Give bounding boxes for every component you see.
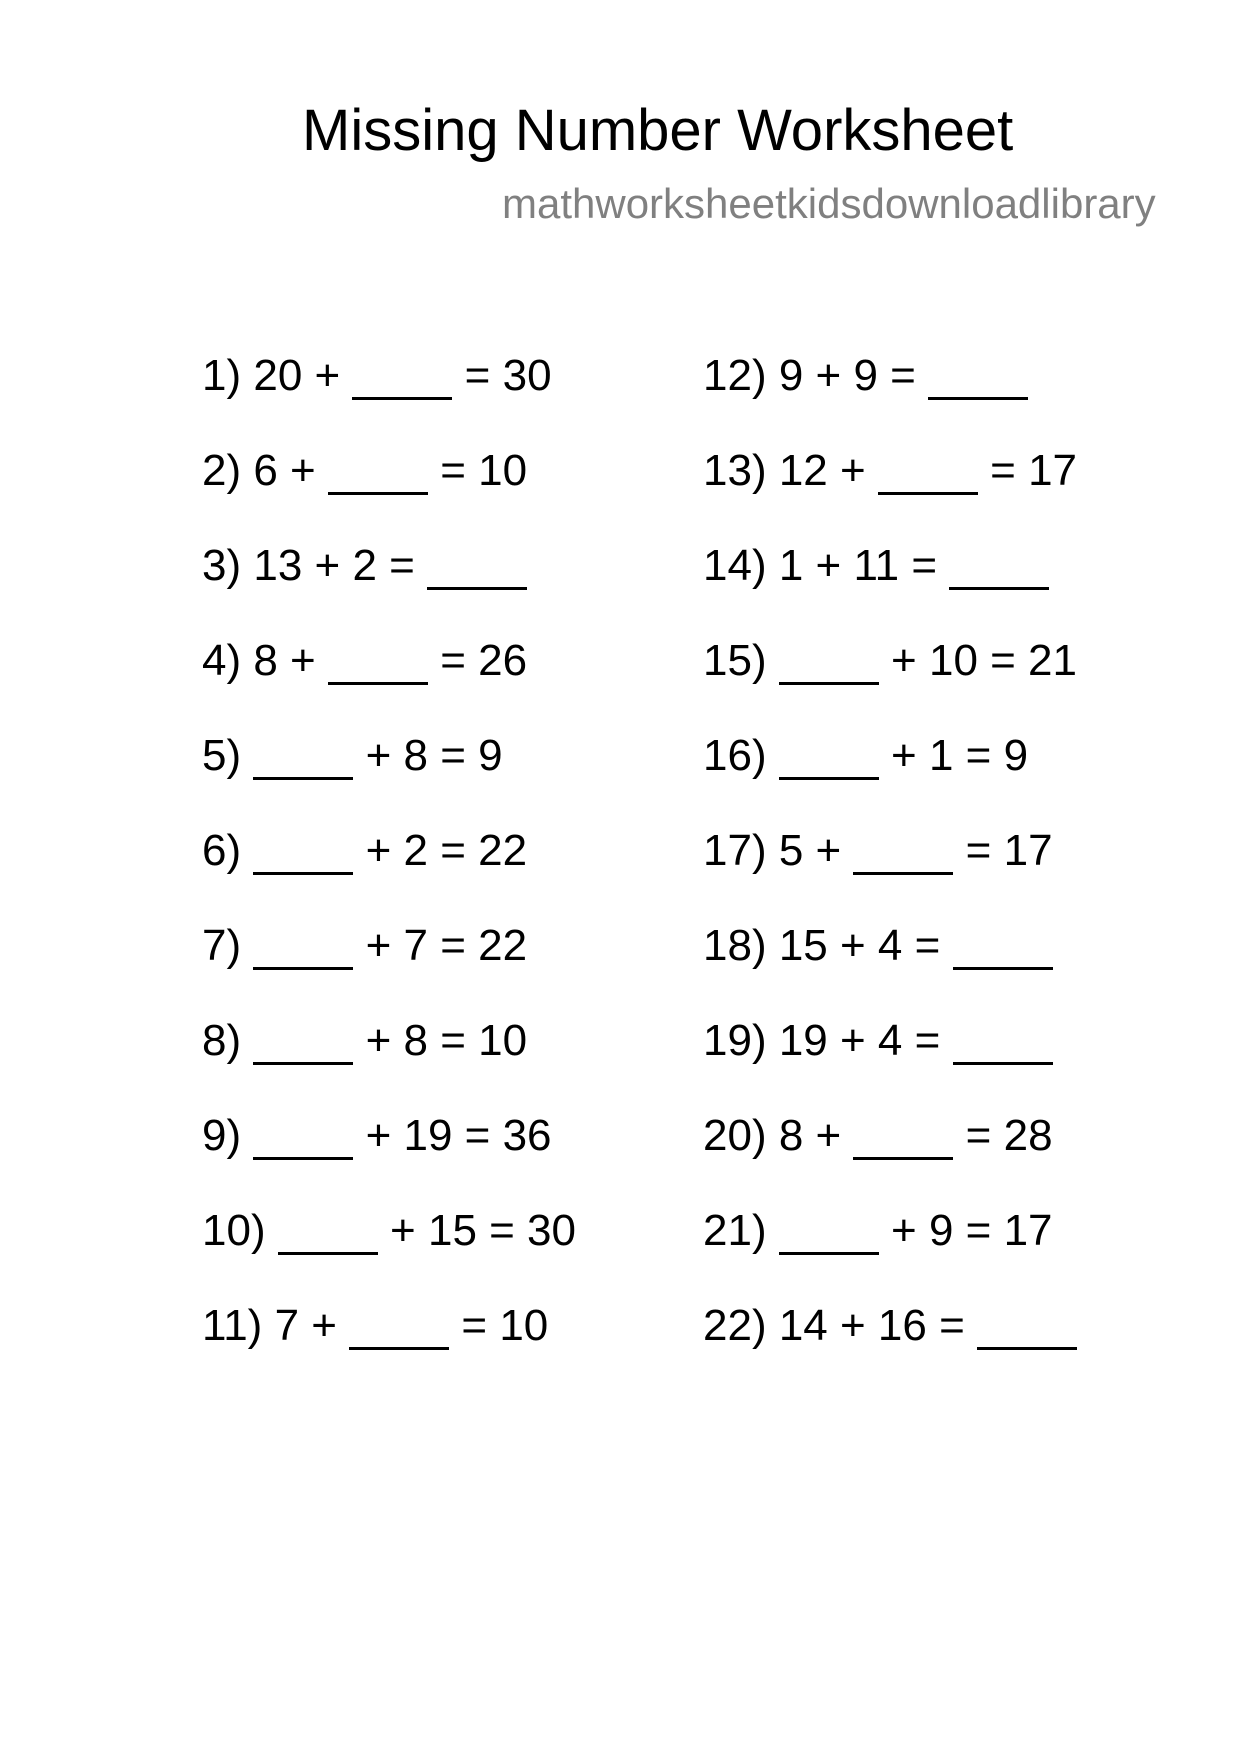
problem-number: 3): [202, 541, 242, 590]
problem-left-text: 1 + 11 =: [778, 541, 950, 590]
answer-blank[interactable]: [953, 927, 1053, 970]
problem-number: 13): [703, 446, 767, 495]
problem-9: [202, 1110, 576, 1205]
problem-number: 9): [202, 1111, 242, 1160]
problem-number: 4): [202, 636, 242, 685]
problem-20: [703, 1110, 1077, 1205]
site-watermark: mathworksheetkidsdownloadlibrary: [502, 180, 1156, 227]
problem-column-right: [703, 350, 1077, 1395]
problem-number: 5): [202, 731, 242, 780]
problem-left-text: 5 +: [778, 826, 854, 875]
answer-blank[interactable]: [328, 642, 428, 685]
problem-2: [202, 445, 576, 540]
problem-7: [202, 920, 576, 1015]
answer-blank[interactable]: [328, 452, 428, 495]
problem-number: 17): [703, 826, 767, 875]
problem-12: [703, 350, 1077, 445]
answer-blank[interactable]: [253, 832, 353, 875]
problem-21: [703, 1205, 1077, 1300]
answer-blank[interactable]: [779, 737, 879, 780]
problem-column-left: [202, 350, 576, 1395]
problem-number: 22): [703, 1301, 767, 1350]
problem-left-text: 12 +: [778, 446, 878, 495]
problem-right-text: = 10: [427, 446, 528, 495]
answer-blank[interactable]: [349, 1307, 449, 1350]
problem-number: 12): [703, 351, 767, 400]
problem-number: 20): [703, 1111, 767, 1160]
problem-6: [202, 825, 576, 920]
problem-right-text: + 15 = 30: [377, 1206, 576, 1255]
problem-left-text: 13 + 2 =: [253, 541, 428, 590]
answer-blank[interactable]: [352, 357, 452, 400]
problem-left-text: 9 + 9 =: [778, 351, 929, 400]
answer-blank[interactable]: [928, 357, 1028, 400]
problem-left-text: 14 + 16 =: [778, 1301, 977, 1350]
answer-blank[interactable]: [977, 1307, 1077, 1350]
problem-number: 6): [202, 826, 242, 875]
problem-number: 19): [703, 1016, 767, 1065]
answer-blank[interactable]: [949, 547, 1049, 590]
problem-11: [202, 1300, 576, 1395]
problem-16: [703, 730, 1077, 825]
problem-left-text: 8 +: [778, 1111, 854, 1160]
problem-14: [703, 540, 1077, 635]
answer-blank[interactable]: [779, 1212, 879, 1255]
problem-number: 21): [703, 1206, 767, 1255]
problem-right-text: = 26: [427, 636, 528, 685]
problem-8: [202, 1015, 576, 1110]
problem-number: 18): [703, 921, 767, 970]
problem-right-text: + 1 = 9: [878, 731, 1029, 780]
problem-left-text: 20 +: [253, 351, 353, 400]
problem-10: [202, 1205, 576, 1300]
problem-right-text: + 7 = 22: [353, 921, 528, 970]
problem-left-text: 7 +: [274, 1301, 350, 1350]
answer-blank[interactable]: [853, 832, 953, 875]
problem-15: [703, 635, 1077, 730]
answer-blank[interactable]: [953, 1022, 1053, 1065]
problem-number: 10): [202, 1206, 266, 1255]
answer-blank[interactable]: [278, 1212, 378, 1255]
problem-18: [703, 920, 1077, 1015]
problem-3: [202, 540, 576, 635]
answer-blank[interactable]: [253, 927, 353, 970]
problem-right-text: = 10: [449, 1301, 549, 1350]
problem-left-text: 15 + 4 =: [778, 921, 953, 970]
problem-right-text: + 19 = 36: [353, 1111, 552, 1160]
problem-right-text: + 9 = 17: [878, 1206, 1053, 1255]
problem-number: 16): [703, 731, 767, 780]
worksheet-title: Missing Number Worksheet: [302, 98, 1014, 163]
problem-number: 8): [202, 1016, 242, 1065]
problem-left-text: 6 +: [253, 446, 328, 495]
answer-blank[interactable]: [253, 1117, 353, 1160]
answer-blank[interactable]: [779, 642, 879, 685]
problem-22: [703, 1300, 1077, 1395]
problem-left-text: 19 + 4 =: [778, 1016, 953, 1065]
problem-17: [703, 825, 1077, 920]
problem-19: [703, 1015, 1077, 1110]
problem-number: 11): [202, 1301, 263, 1350]
problem-left-text: 8 +: [253, 636, 328, 685]
answer-blank[interactable]: [853, 1117, 953, 1160]
problem-13: [703, 445, 1077, 540]
answer-blank[interactable]: [253, 737, 353, 780]
problem-number: 14): [703, 541, 767, 590]
problem-4: [202, 635, 576, 730]
problem-right-text: + 8 = 9: [353, 731, 503, 780]
problem-number: 1): [202, 351, 242, 400]
problem-right-text: = 17: [953, 826, 1053, 875]
problem-number: 15): [703, 636, 767, 685]
problem-number: 2): [202, 446, 242, 495]
answer-blank[interactable]: [253, 1022, 353, 1065]
problem-right-text: + 10 = 21: [878, 636, 1077, 685]
problem-1: [202, 350, 576, 445]
problem-5: [202, 730, 576, 825]
problem-right-text: = 17: [977, 446, 1078, 495]
answer-blank[interactable]: [427, 547, 527, 590]
problem-right-text: + 2 = 22: [353, 826, 528, 875]
problem-right-text: = 30: [452, 351, 552, 400]
answer-blank[interactable]: [878, 452, 978, 495]
problem-number: 7): [202, 921, 242, 970]
problem-right-text: + 8 = 10: [353, 1016, 528, 1065]
problem-right-text: = 28: [953, 1111, 1053, 1160]
